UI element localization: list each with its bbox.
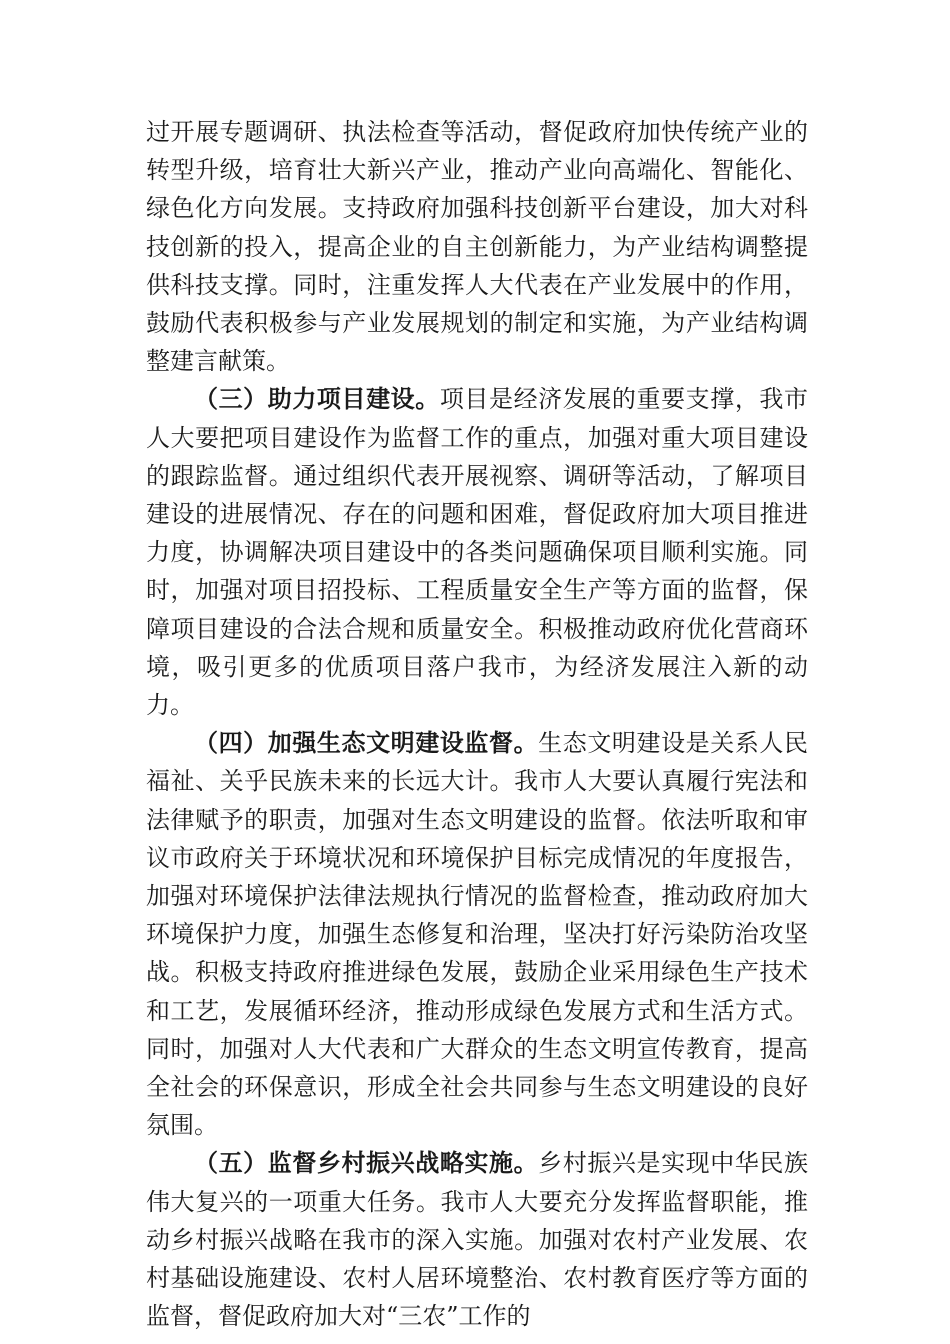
paragraph-body: 生态文明建设是关系人民福祉、关乎民族未来的长远大计。我市人大要认真履行宪法和法律赋予的职责，加强对生态文明建设的监督。依法听取和审议市政府关于环境状况和环境保护目标完成情况的年度报告，加强对环境保护法律法规执行情况的监督检查，推动政府加大环境保护力度，加强生态修复和治理，坚决打好污染防治攻坚战。积极支持政府推进绿色发展，鼓励企业采用绿色生产技术和工艺，发展循环经济，推动形成绿色发展方式和生活方式。同时，加强对人大代表和广大群众的生态文明宣传教育，提高全社会的环保意识，形成全社会共同参与生态文明建设的良好氛围。 (146, 729, 809, 1140)
paragraph-ecological-civilization (146, 724, 808, 1144)
paragraph-industry-upgrade (146, 113, 808, 380)
document-page (146, 113, 808, 1336)
paragraph-heading: （四）加强生态文明建设监督。 (194, 729, 539, 758)
paragraph-body: 乡村振兴是实现中华民族伟大复兴的一项重大任务。我市人大要充分发挥监督职能，推动乡村振兴战略在我市的深入实施。加强对农村产业发展、农村基础设施建设、农村人居环境整治、农村教育医疗等方面的监督，督促政府加大对“三农”工作的 (146, 1149, 809, 1331)
paragraph-heading: （三）助力项目建设。 (194, 385, 440, 414)
paragraph-rural-revitalization (146, 1144, 808, 1335)
paragraph-body: 项目是经济发展的重要支撑，我市人大要把项目建设作为监督工作的重点，加强对重大项目建设的跟踪监督。通过组织代表开展视察、调研等活动，了解项目建设的进展情况、存在的问题和困难，督促政府加大项目推进力度，协调解决项目建设中的各类问题确保项目顺利实施。同时，加强对项目招投标、工程质量安全生产等方面的监督，保障项目建设的合法合规和质量安全。积极推动政府优化营商环境，吸引更多的优质项目落户我市，为经济发展注入新的动力。 (146, 385, 809, 720)
paragraph-heading: （五）监督乡村振兴战略实施。 (194, 1149, 539, 1178)
paragraph-project-construction (146, 380, 808, 724)
paragraph-body: 过开展专题调研、执法检查等活动，督促政府加快传统产业的转型升级，培育壮大新兴产业，推动产业向高端化、智能化、绿色化方向发展。支持政府加强科技创新平台建设，加大对科技创新的投入，提高企业的自主创新能力，为产业结构调整提供科技支撑。同时，注重发挥人大代表在产业发展中的作用，鼓励代表积极参与产业发展规划的制定和实施，为产业结构调整建言献策。 (146, 118, 808, 376)
